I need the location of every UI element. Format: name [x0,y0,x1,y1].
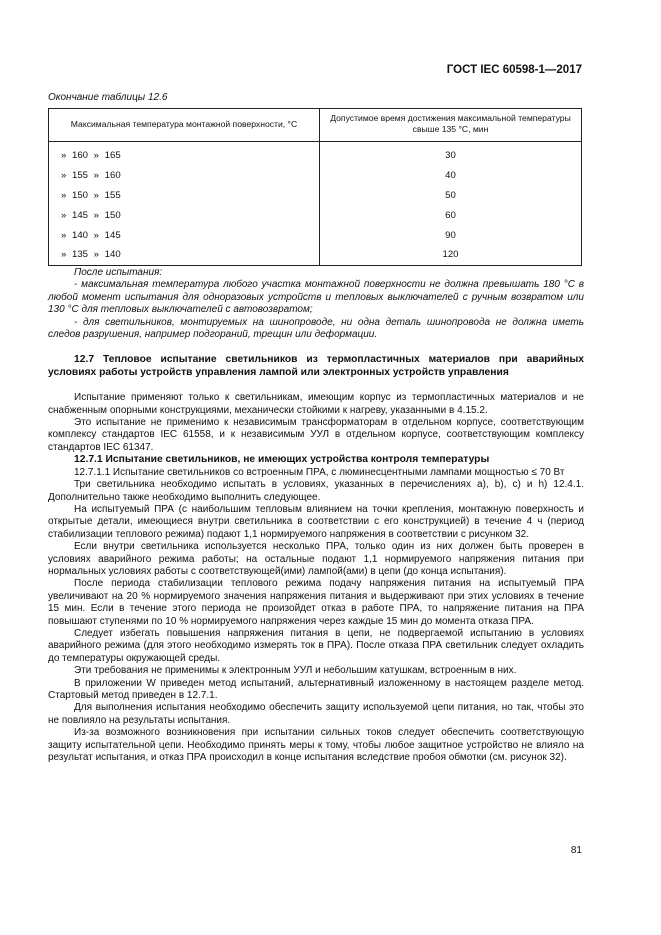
paragraph: Три светильника необходимо испытать в условиях, указанных в перечислениях a), b), c) и h) 12.4.1. Дополнительно также необходимо выполнить следующее. [48,479,584,503]
table-row [49,142,582,166]
section-heading-12-7-1: 12.7.1 Испытание светильников, не имеющих устройства контроля температуры [74,454,490,466]
table-row [49,166,582,186]
paragraph: Испытание применяют только к светильникам, имеющим корпус из термопластичных материалов и не снабженным опорными конструкциями, механически стойкими к нагреву, указанными в 4.15.2. [48,392,584,416]
time-cell: 60 [320,205,582,225]
range-cell: » 150 » 155 [49,186,320,206]
standard-header: ГОСТ IEC 60598-1—2017 [446,64,582,76]
paragraph: Из-за возможного возникновения при испытании сильных токов следует обеспечить соответствующую защиту испытательной цепи. Необходимо принять меры к тому, чтобы любое защитное устройство не влияло на результат испытания, и отказ ПРА происходил в конце испытания вследствие пробоя обмотки (см. рисунок 32). [48,727,584,764]
range-cell: » 145 » 150 [49,205,320,225]
paragraph: В приложении W приведен метод испытаний, альтернативный изложенному в настоящем разделе метод. Стартовый метод приведен в 12.7.1. [48,677,584,701]
column-header-time: Допустимое время достижения максимальной температуры свыше 135 °С, мин [320,109,582,142]
table-row [49,186,582,206]
paragraph: На испытуемый ПРА (с наибольшим тепловым влиянием на точки крепления, монтажную поверхность и открытые детали, имеющиеся внутри светильника в соответствии с его конструкцией) в течение 4 ч (период стабилизации теплового режима) подают 1,1 нормируемого напряжения в соответствии с рисунком 32. [48,503,584,540]
time-cell: 90 [320,225,582,245]
paragraph: - максимальная температура любого участка монтажной поверхности не должна превышать 180 °С в любой момент испытания для одноразовых устройств и тепловых выключателей с ручным возвратом или 130 °С для тепловых выключателей с автовозвратом; [48,279,584,316]
time-cell: 40 [320,166,582,186]
time-cell: 120 [320,245,582,265]
table-row [49,245,582,265]
range-cell: » 135 » 140 [49,245,320,265]
paragraph: - для светильников, монтируемых на шинопроводе, ни одна деталь шинопровода не должна иметь следов разрушения, например подгораний, трещин или деформации. [48,316,584,341]
table-caption: Окончание таблицы 12.6 [48,92,168,103]
paragraph: Эти требования не применимы к электронным УУЛ и небольшим катушкам, встроенным в них. [74,665,517,677]
section-heading-12-7: 12.7 Тепловое испытание светильников из термопластичных материалов при аварийных условиях работы устройств управления лампой или электронных устройств управления [48,354,584,378]
table-header-row [49,109,582,142]
range-cell: » 155 » 160 [49,166,320,186]
table-row [49,205,582,225]
body-text [48,267,584,764]
paragraph: Для выполнения испытания необходимо обеспечить защиту используемой цепи питания, но так, чтобы это не повлияло на результаты испытания. [48,702,584,726]
time-cell: 50 [320,186,582,206]
paragraph: 12.7.1.1 Испытание светильников со встроенным ПРА, с люминесцентными лампами мощностью ≤ 70 Вт [74,466,565,478]
paragraph: Если внутри светильника используется несколько ПРА, только один из них должен быть проверен в условиях аварийного режима работы; на остальные подают 1,1 нормируемого напряжения питания при нормальных условиях работы с соответствующей(ими) лампой(ами) в цепи (до конца испытания). [48,541,584,577]
page-number: 81 [570,845,582,856]
column-header-temperature: Максимальная температура монтажной поверхности, °С [49,109,320,142]
paragraph: После периода стабилизации теплового режима подачу напряжения питания на испытуемый ПРА увеличивают на 20 % нормируемого значения напряжения питания и выдерживают при этих условиях в течение 15 мин. Если в течение этого периода не произойдет отказ в работе ПРА, то напряжение питания на ПРА повышают ступенями по 10 % нормируемого напряжения через каждые 15 мин до момента отказа ПРА. [48,578,584,627]
after-test-heading: После испытания: [74,267,163,278]
range-cell: » 160 » 165 [49,142,320,166]
time-cell: 30 [320,142,582,166]
paragraph: Это испытание не применимо к независимым трансформаторам в отдельном корпусе, соответствующим комплексу стандартов IEC 61558, и к независимым УУЛ в отдельном корпусе, соответствующим комплексу стандартов IEC 61347. [48,417,584,453]
range-cell: » 140 » 145 [49,225,320,245]
paragraph: Следует избегать повышения напряжения питания в цепи, не подвергаемой испытанию в условиях аварийного режима (для этого необходимо измерять ток в ПРА). После отказа ПРА светильник следует охладить до температуры окружающей среды. [48,627,584,664]
table-row [49,225,582,245]
temperature-table [48,108,582,266]
